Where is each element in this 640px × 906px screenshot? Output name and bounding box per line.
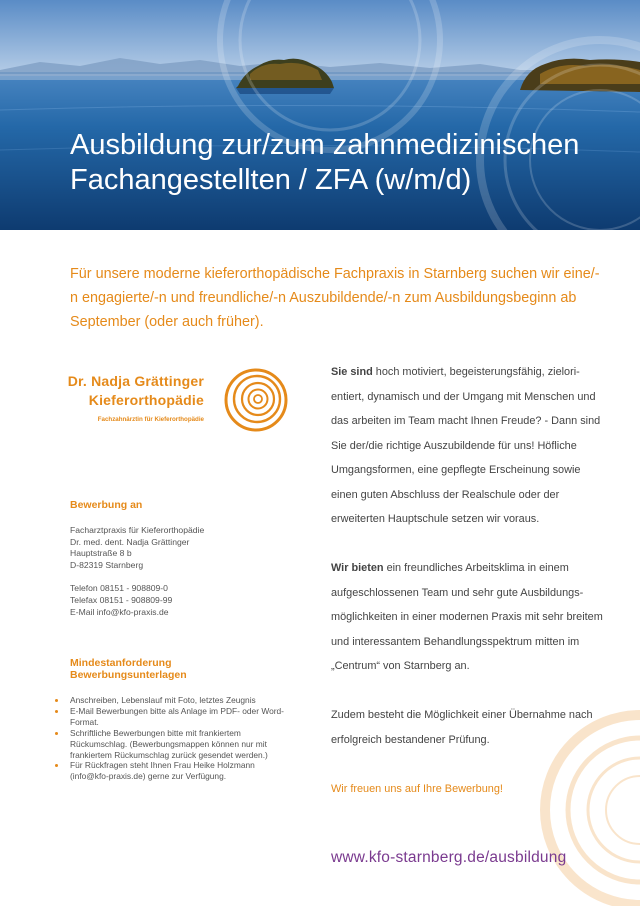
logo-name (40, 372, 204, 410)
offer-text: ein freundliches Arbeitsklima in einem aufgeschlossenen Team und sehr gute Ausbildungsmöglichkeiten in einer modernen Praxis mit sehr breitem und interessantem Behandlungsspektrum mitten im „Centrum“ von Starnberg an. (331, 562, 603, 672)
spiral-logo-icon (220, 366, 290, 436)
page-title (70, 128, 630, 198)
website-link[interactable]: www.kfo-starnberg.de/ausbildung (331, 849, 567, 866)
list-item: E-Mail Bewerbungen bitte als Anlage im PDF- oder Word-Format. (70, 706, 295, 728)
title-line-1: Ausbildung zur/zum zahnmedizinischen (70, 129, 580, 161)
logo-name-line-1: Dr. Nadja Grättinger (67, 373, 204, 389)
logo-subtitle: Fachzahnärztin für Kieferorthopädie (97, 416, 204, 423)
title-line-2: Fachangestellten / ZFA (w/m/d) (70, 164, 472, 196)
logo-name-line-2: Kieferorthopädie (88, 392, 204, 408)
list-item: Für Rückfragen steht Ihnen Frau Heike Holzmann (info@kfo-praxis.de) gerne zur Verfügung. (70, 760, 295, 782)
application-address (70, 525, 310, 618)
address-line: D-82319 Starnberg (70, 559, 144, 570)
closing-text: Wir freuen uns auf Ihre Bewerbung! (331, 782, 503, 795)
list-item: Anschreiben, Lebenslauf mit Foto, letztes Zeugnis (70, 695, 295, 706)
profile-lead: Sie sind (331, 366, 373, 378)
profile-text: hoch motiviert, begeisterungsfähig, zielorientiert, dynamisch und der Umgang mit Menschen und das arbeiten im Team macht Ihnen Freude? - Dann sind Sie der/die richtige Auszubildende für uns! Höfliche Umgangsformen, eine gepflegte Erscheinung sowie einen guten Abschluss der Realschule oder der erweiterten Hauptschule setzen wir voraus. (331, 366, 601, 525)
address-line: Hauptstraße 8 b (70, 548, 132, 559)
requirements-heading (70, 657, 300, 681)
phone-number: Telefon 08151 - 908809-0 (70, 583, 168, 594)
application-section (70, 499, 310, 618)
takeover-paragraph: Zudem besteht die Möglichkeit einer Übernahme nach erfolgreich bestandener Prüfung. (331, 709, 593, 746)
email-address[interactable]: E-Mail info@kfo-praxis.de (70, 606, 169, 617)
hero-banner (0, 0, 640, 230)
requirements-list (70, 695, 295, 782)
address-line: Facharztpraxis für Kieferorthopädie (70, 525, 205, 535)
decorative-circles (470, 690, 640, 906)
application-heading: Bewerbung an (70, 499, 143, 511)
requirements-heading-line-1: Mindestanforderung (70, 657, 172, 669)
practice-logo (40, 366, 290, 436)
offer-lead: Wir bieten (331, 562, 384, 574)
fax-number: Telefax 08151 - 908809-99 (70, 594, 173, 605)
intro-text: Für unsere moderne kieferorthopädische Fachpraxis in Starnberg suchen wir eine/-n engagierte/-n und freundliche/-n Auszubildende/-n zum Ausbildungsbeginn ab September (oder auch früher). (70, 266, 600, 330)
requirements-heading-line-2: Bewerbungsunterlagen (70, 669, 187, 681)
list-item: Schriftliche Bewerbungen bitte mit frankiertem Rückumschlag. (Bewerbungsmappen können nur mit frankiertem Rückumschlag zurück gesendet werden.) (70, 728, 295, 761)
contact-block (70, 583, 310, 618)
offer-paragraph (331, 556, 606, 679)
address-line: Dr. med. dent. Nadja Grättinger (70, 536, 190, 547)
profile-paragraph (331, 360, 606, 532)
